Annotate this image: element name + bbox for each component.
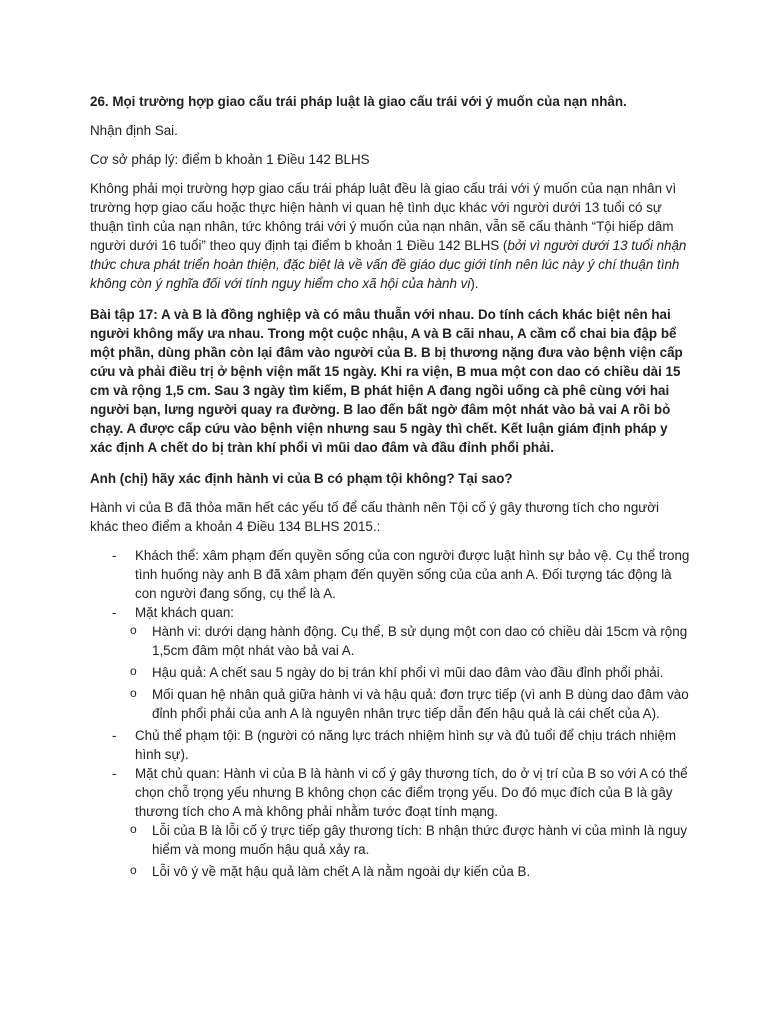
answer-intro: Hành vi của B đã thỏa mãn hết các yếu tố để cấu thành nên Tội cố ý gây thương tích cho người khác theo điểm a khoản 4 Điều 134 BLHS 2015.: xyxy=(90,500,659,534)
sublist-item: o Mối quan hệ nhân quả giữa hành vi và hậu quả: đơn trực tiếp (vì anh B dùng dao đâm vào đỉnh phổi phải của anh A là nguyên nhân trực tiếp dẫn đến hậu quả là cái chết của A). xyxy=(90,685,690,723)
explanation-paragraph xyxy=(90,179,690,293)
element-list xyxy=(90,546,690,881)
list-item-subjective-side xyxy=(90,764,690,881)
sublist-item: o Lỗi của B là lỗi cố ý trực tiếp gây thương tích: B nhận thức được hành vi của mình là nguy hiểm và mong muốn hậu quả xảy ra. xyxy=(90,821,690,859)
sublist-item: o Hậu quả: A chết sau 5 ngày do bị trán khí phổi vì mũi dao đâm vào đầu đỉnh phổi phải. xyxy=(90,663,690,682)
question-heading: 26. Mọi trường hợp giao cấu trái pháp luật là giao cấu trái với ý muốn của nạn nhân. xyxy=(90,94,627,109)
document-body xyxy=(90,92,690,884)
subjective-sublist xyxy=(90,821,690,881)
explanation-text: Không phải mọi trường hợp giao cấu trái pháp luật đều là giao cấu trái với ý muốn của nạn nhân vì trường hợp giao cấu hoặc thực hiện hành vi quan hệ tình dục khác với người dưới 13 tuổi có sự thuận tình của nạn nhân, tức không trái với ý muốn của nạn nhân, vẫn sẽ cấu thành “Tội hiếp dâm người dưới 16 tuổi” theo quy định tại điểm b khoản 1 Điều 142 BLHS ( xyxy=(90,181,677,253)
explanation-close: ). xyxy=(470,276,479,291)
list-item-objective-side xyxy=(90,603,690,723)
sublist-item: o Lỗi vô ý về mặt hậu quả làm chết A là nằm ngoài dự kiến của B. xyxy=(90,862,690,881)
list-item-text: Mặt chủ quan: Hành vi của B là hành vi cố ý gây thương tích, do ở vị trí của B so với A có thể chọn chỗ trọng yếu nhưng B không chọn các điểm trọng yếu. Do đó mục đích của B là gây thương tích cho A mà không phải nhằm tước đoạt tính mạng. xyxy=(135,766,688,819)
sublist-item: o Hành vi: dưới dạng hành động. Cụ thể, B sử dụng một con dao có chiều dài 15cm và rộng 1,5cm đâm một nhát vào bả vai A. xyxy=(90,622,690,660)
list-item-text: Mặt khách quan: xyxy=(135,605,235,620)
verdict-text: Nhận định Sai. xyxy=(90,123,178,138)
list-item-text: Chủ thể phạm tội: B (người có năng lực trách nhiệm hình sự và đủ tuổi để chịu trách nhiệm hình sự). xyxy=(135,728,677,762)
exercise-paragraph: Bài tập 17: A và B là đồng nghiệp và có mâu thuẫn với nhau. Do tính cách khác biệt nên hai người không mấy ưa nhau. Trong một cuộc nhậu, A và B cãi nhau, A cầm cổ chai bia đập bể một phần, dùng phần còn lại đâm vào người của B. B bị thương nặng đưa vào bệnh viện cấp cứu và phải điều trị ở bệnh viện mất 15 ngày. Khi ra viện, B mua một con dao có chiều dài 15 cm và rộng 1,5 cm. Sau 3 ngày tìm kiếm, B phát hiện A đang ngồi uống cà phê cùng với hai người bạn, lưng người quay ra đường. B lao đến bất ngờ đâm một nhát vào bả vai A rồi bỏ chạy. A được cấp cứu vào bệnh viện nhưng sau 5 ngày thì chết. Kết luận giám định pháp y xác định A chết do bị tràn khí phổi vì mũi dao đâm và đầu đỉnh phổi phải. xyxy=(90,307,683,455)
legal-basis-text: Cơ sở pháp lý: điểm b khoản 1 Điều 142 BLHS xyxy=(90,152,370,167)
list-item-text: Khách thể: xâm phạm đến quyền sống của con người được luật hình sự bảo vệ. Cụ thể trong tình huống này anh B đã xâm phạm đến quyền sống của của anh A. Đối tượng tác động là con người đang sống, cụ thể là A. xyxy=(135,548,690,601)
explanation-italic-text: bởi vì người dưới 13 tuổi nhận thức chưa phát triển hoàn thiện, đặc biệt là về vấn đề giáo dục giới tính nên lúc này ý chí thuận tình không còn ý nghĩa đối với tính nguy hiểm cho xã hội của hành vi xyxy=(90,238,687,291)
list-item-object xyxy=(90,546,690,603)
list-item-subject xyxy=(90,726,690,764)
objective-sublist xyxy=(90,622,690,723)
question-text: Anh (chị) hãy xác định hành vi của B có phạm tội không? Tại sao? xyxy=(90,471,513,486)
